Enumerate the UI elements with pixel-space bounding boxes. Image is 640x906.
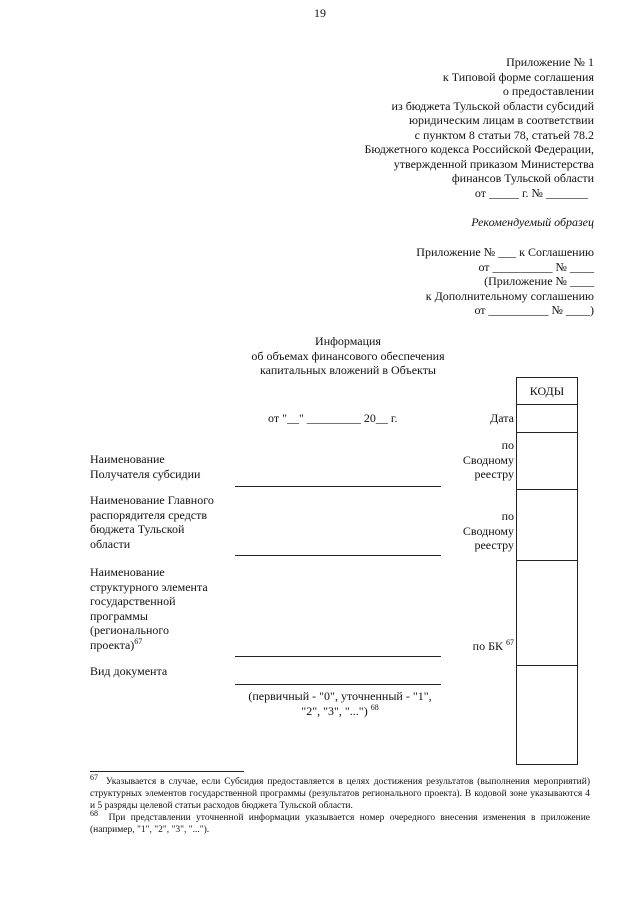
recipient-label-line: Получателя субсидии <box>90 466 201 481</box>
structural-element-input-line[interactable] <box>235 656 441 657</box>
recipient-label-line: Наименование <box>90 452 165 466</box>
appendix-header-line: с пунктом 8 статьи 78, статьей 78.2 <box>414 127 594 142</box>
title-line: капитальных вложений в Объекты <box>260 363 436 377</box>
main-manager-label-line: распорядителя средств <box>90 507 208 522</box>
footnote-67 <box>90 772 590 812</box>
appendix-header-line: юридическим лицам в соответствии <box>409 113 594 127</box>
footnotes <box>90 772 591 836</box>
appendix-header-line: из бюджета Тульской области субсидий <box>391 98 594 113</box>
appendix-header-line: о предоставлении <box>502 84 594 98</box>
document-type-hint <box>220 689 460 718</box>
code-label-line: реестру <box>474 467 514 481</box>
recipient-label <box>90 452 200 481</box>
appendix-ref-line: Приложение № ___ к Соглашению <box>416 245 594 259</box>
footnote-text: Указывается в случае, если Субсидия предоставляется в целях достижения результатов (выполнения мероприятий) структурных элементов государственной программы (результатов регионального проекта). В кодовой зоне указываются 4 и 5 разряды целевой статьи расходов бюджета Тульской области. <box>90 777 590 811</box>
main-manager-code-label <box>463 509 514 553</box>
code-label-line: по <box>501 509 514 523</box>
structural-label-line: (регионального <box>90 623 170 637</box>
appendix-ref-line: от __________ № ____) <box>474 303 594 317</box>
structural-label-line <box>90 638 208 653</box>
date-code-label: Дата <box>490 411 514 425</box>
main-manager-label-line: бюджета Тульской <box>90 522 185 536</box>
structural-label-line: программы <box>90 608 148 623</box>
document-type-label: Вид документа <box>90 664 168 678</box>
structural-code-label <box>473 639 514 654</box>
document-title <box>218 334 478 378</box>
structural-label-line: государственной <box>90 594 176 608</box>
code-label-text: по БК <box>472 639 503 653</box>
footnote-text: При представлении уточненной информации указывается номер очередного внесения изменения в приложение (например, "1", "2", "3", "..."). <box>90 813 591 835</box>
appendix-header-line: Приложение № 1 <box>506 55 594 69</box>
title-line: Информация <box>315 334 381 348</box>
appendix-header-line: от _____ г. № _______ <box>474 185 588 200</box>
code-cell-main-manager[interactable] <box>517 490 578 561</box>
page-number: 19 <box>314 6 326 20</box>
footnote-separator <box>90 771 244 772</box>
footnote-68 <box>90 808 591 836</box>
code-label-line: Сводному <box>462 523 514 538</box>
main-manager-label-line: Наименование Главного <box>90 493 214 507</box>
document-type-hint-text: "2", "3", "...") <box>301 703 368 718</box>
structural-element-label <box>90 565 208 652</box>
code-cell-document-type[interactable] <box>517 666 578 765</box>
recipient-input-line[interactable] <box>235 486 441 487</box>
footnote-ref: 67 <box>134 636 143 646</box>
structural-label-text: проекта) <box>90 637 135 652</box>
document-type-input-line[interactable] <box>235 684 441 685</box>
appendix-ref-line: (Приложение № ____ <box>484 274 594 288</box>
structural-label-line: структурного элемента <box>90 579 208 594</box>
appendix-header-line: Бюджетного кодекса Российской Федерации, <box>364 142 594 156</box>
footnote-ref: 67 <box>506 638 514 647</box>
main-manager-label <box>90 493 214 551</box>
appendix-header <box>364 55 594 200</box>
code-label-line: Сводному <box>462 452 514 467</box>
footnote-ref: 68 <box>370 702 379 712</box>
code-label-line: реестру <box>474 538 514 552</box>
code-label-line: по <box>501 438 514 452</box>
appendix-header-line: к Типовой форме соглашения <box>442 69 594 84</box>
codes-table <box>516 377 578 765</box>
main-manager-input-line[interactable] <box>235 555 441 556</box>
footnote-number: 67 <box>90 772 98 782</box>
document-date-line: от "__" _________ 20__ г. <box>268 411 398 425</box>
recommended-sample-label: Рекомендуемый образец <box>471 215 594 229</box>
appendix-ref-line: от __________ № ____ <box>478 259 594 274</box>
code-cell-structural-element[interactable] <box>517 561 578 666</box>
code-cell-recipient[interactable] <box>517 433 578 490</box>
appendix-header-line: утвержденной приказом Министерства <box>393 156 594 171</box>
appendix-ref-line: к Дополнительному соглашению <box>425 288 594 303</box>
codes-header: КОДЫ <box>517 378 578 405</box>
title-line: об объемах финансового обеспечения <box>251 348 445 363</box>
main-manager-label-line: области <box>90 536 131 551</box>
footnote-number: 68 <box>90 808 98 818</box>
appendix-reference <box>416 245 594 318</box>
document-type-hint-line: (первичный - "0", уточненный - "1", <box>248 689 432 703</box>
recipient-code-label <box>463 438 514 482</box>
document-type-hint-line <box>220 704 460 719</box>
structural-label-line: Наименование <box>90 565 165 579</box>
code-cell-date[interactable] <box>517 405 578 433</box>
appendix-header-line: финансов Тульской области <box>451 171 594 185</box>
